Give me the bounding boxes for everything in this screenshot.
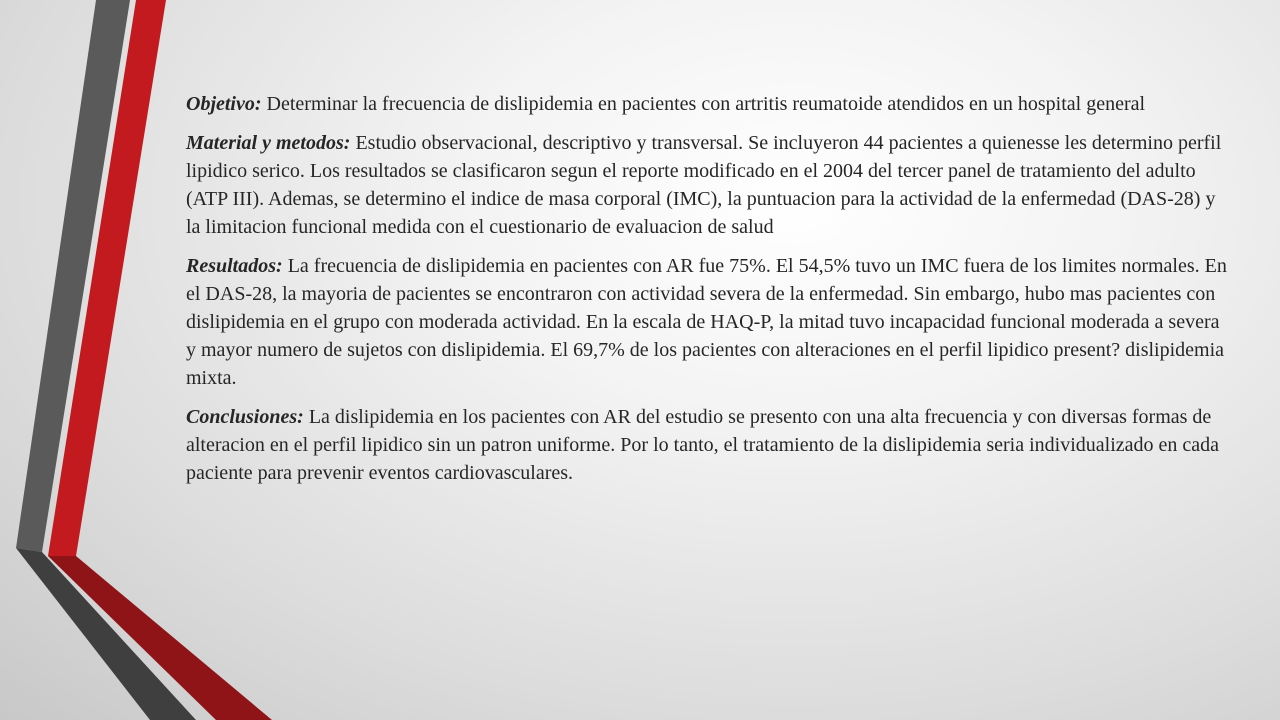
- paragraph-resultados: [186, 252, 1231, 392]
- paragraph-text: La frecuencia de dislipidemia en pacientes con AR fue 75%. El 54,5% tuvo un IMC fuera de los limites normales. En el DAS-28, la mayoria de pacientes se encontraron con actividad severa de la enfermedad. Sin embargo, hubo mas pacientes con dislipidemia en el grupo con moderada actividad. En la escala de HAQ-P, la mitad tuvo incapacidad funcional moderada a severa y mayor numero de sujetos con dislipidemia. El 69,7% de los pacientes con alteraciones en el perfil lipidico present? dislipidemia mixta.: [186, 255, 1227, 389]
- paragraph-label: Conclusiones:: [186, 406, 304, 428]
- paragraph-conclusiones: [186, 403, 1231, 487]
- paragraph-label: Objetivo:: [186, 93, 262, 115]
- paragraph-text: La dislipidemia en los pacientes con AR del estudio se presento con una alta frecuencia y con diversas formas de alteracion en el perfil lipidico sin un patron uniforme. Por lo tanto, el tratamiento de la dislipidemia seria individualizado en cada paciente para prevenir eventos cardiovasculares.: [186, 406, 1220, 484]
- paragraph-label: Resultados:: [186, 255, 283, 277]
- paragraph-material-y-metodos: [186, 129, 1231, 241]
- paragraph-label: Material y metodos:: [186, 132, 351, 154]
- slide-content: [186, 90, 1231, 498]
- paragraph-text: Estudio observacional, descriptivo y transversal. Se incluyeron 44 pacientes a quienesse les determino perfil lipidico serico. Los resultados se clasificaron segun el reporte modificado en el 2004 del tercer panel de tratamiento del adulto (ATP III). Ademas, se determino el indice de masa corporal (IMC), la puntuacion para la actividad de la enfermedad (DAS-28) y la limitacion funcional medida con el cuestionario de evaluacion de salud: [186, 132, 1222, 238]
- paragraph-text: Determinar la frecuencia de dislipidemia en pacientes con artritis reumatoide atendidos en un hospital general: [261, 93, 1146, 115]
- paragraph-objetivo: [186, 90, 1231, 118]
